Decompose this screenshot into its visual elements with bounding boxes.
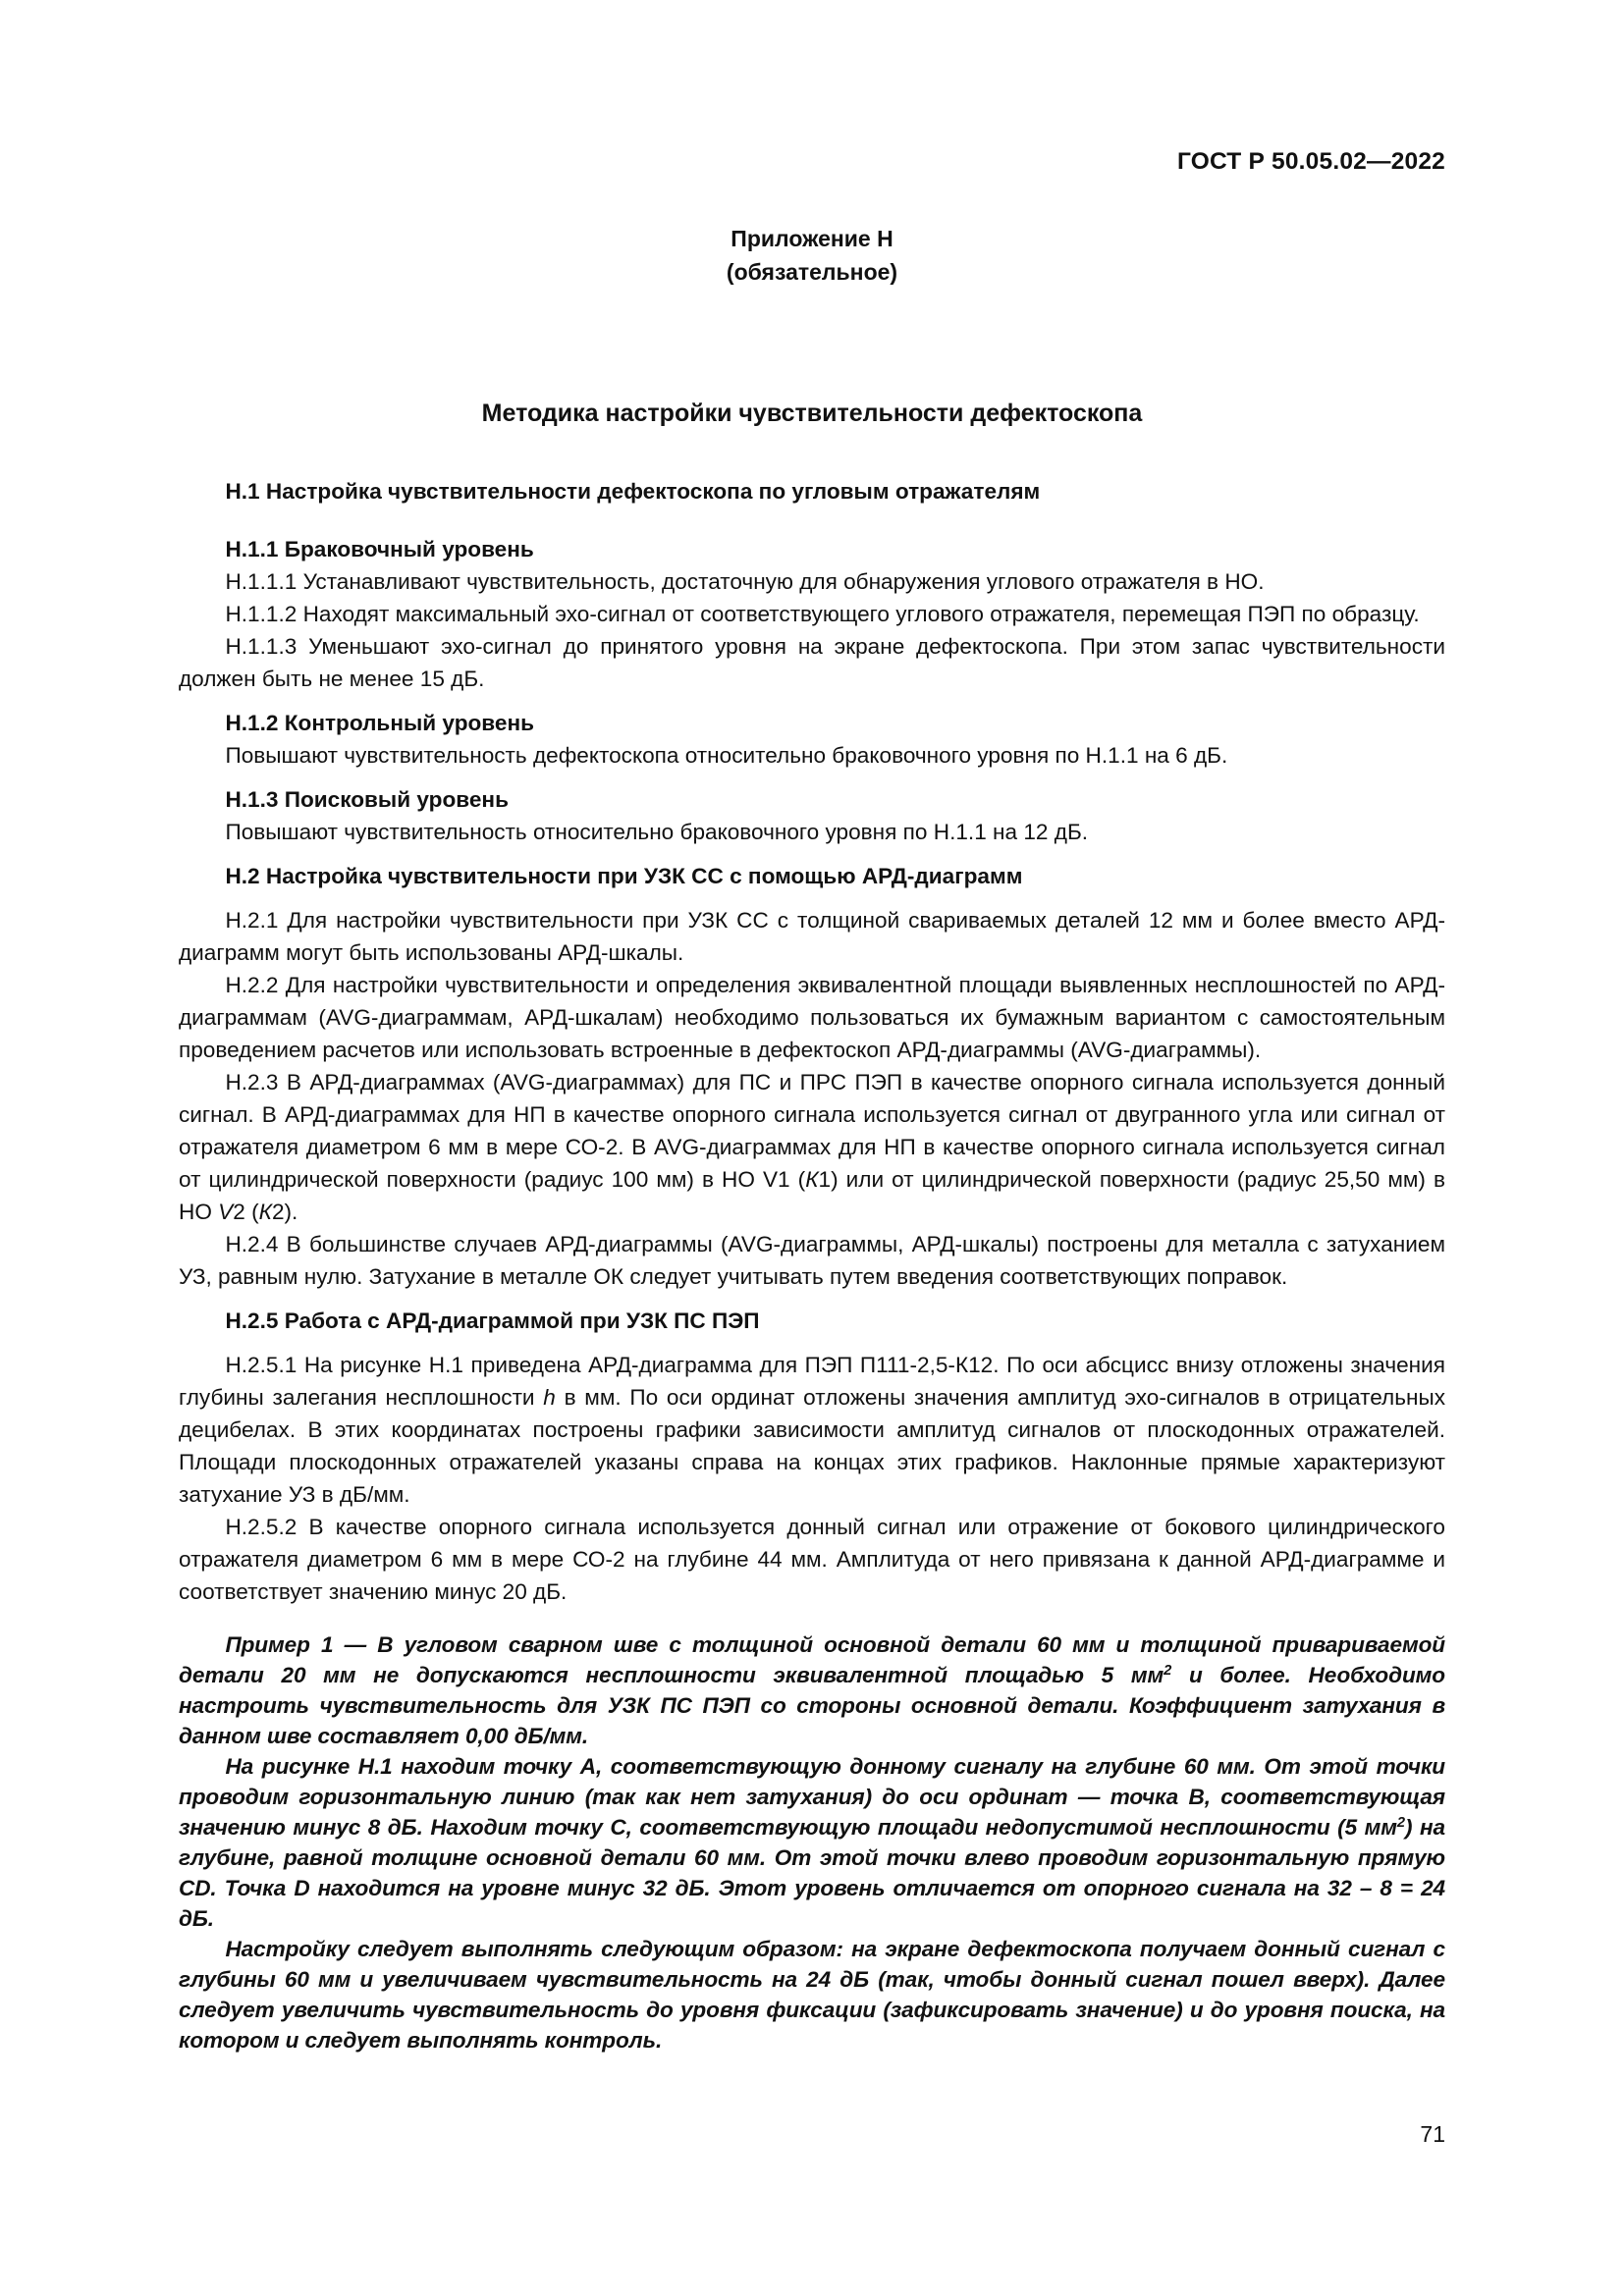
paragraph-h23: Н.2.3 В АРД-диаграммах (AVG-диаграммах) для ПС и ПРС ПЭП в качестве опорного сигнала используется донный сигнал. В АРД-диаграммах для НП в качестве опорного сигнала используется сигнал от двугранного угла или сигнал от отражателя диаметром 6 мм в мере СО-2. В AVG-диаграммах для НП в качестве опорного сигнала используется сигнал от цилиндрической поверхности (радиус 100 мм) в НО V1 (К1) или от цилиндрической поверхности (радиус 25,50 мм) в НО V2 (К2). (179, 1070, 1445, 1224)
example-paragraph-2: На рисунке Н.1 находим точку А, соответствующую донному сигналу на глубине 60 мм. От этой точки проводим горизонтальную линию (так как нет затухания) до оси ординат — точка В, соответствующая значению минус 8 дБ. Находим точку С, соответствующую площади недопустимой несплошности (5 $мм^2$) на глубине, равной толщине основной детали 60 мм. От этой точки влево проводим горизонтальную прямую CD. Точка D находится на уровне минус 32 дБ. Этот уровень отличается от опорного сигнала на 32 – 8 = 24 дБ. (179, 1754, 1445, 1931)
document-body (179, 475, 1445, 2056)
paragraph-h111: Н.1.1.1 Устанавливают чувствительность, достаточную для обнаружения углового отражателя в НО. (225, 569, 1265, 594)
paragraph-h112: Н.1.1.2 Находят максимальный эхо-сигнал от соответствующего углового отражателя, перемещая ПЭП по образцу. (225, 602, 1420, 626)
paragraph-h21: Н.2.1 Для настройки чувствительности при УЗК СС с толщиной свариваемых деталей 12 мм и более вместо АРД-диаграмм могут быть использованы АРД-шкалы. (179, 908, 1445, 965)
example-paragraph-3: Настройку следует выполнять следующим образом: на экране дефектоскопа получаем донный сигнал с глубины 60 мм и увеличиваем чувствительность на 24 дБ (так, чтобы донный сигнал пошел вверх). Далее следует увеличить чувствительность до уровня фиксации (зафиксировать значение) и до уровня поиска, на котором и следует выполнять контроль. (179, 1937, 1445, 2053)
appendix-status: (обязательное) (726, 259, 898, 285)
paragraph-h22: Н.2.2 Для настройки чувствительности и определения эквивалентной площади выявленных несплошностей по АРД-диаграммам (AVG-диаграммам, АРД-шкалам) необходимо пользоваться их бумажным вариантом с самостоятельным проведением расчетов или использовать встроенные в дефектоскоп АРД-диаграммы (AVG-диаграммы). (179, 973, 1445, 1062)
appendix-title: Методика настройки чувствительности дефектоскопа (481, 400, 1143, 427)
paragraph-h24: Н.2.4 В большинстве случаев АРД-диаграммы (AVG-диаграммы, АРД-шкалы) построены для металла с затуханием УЗ, равным нулю. Затухание в металле ОК следует учитывать путем введения соответствующих поправок. (179, 1232, 1445, 1289)
paragraph-h13: Повышают чувствительность относительно браковочного уровня по Н.1.1 на 12 дБ. (225, 820, 1089, 844)
page-number: 71 (1420, 2121, 1445, 2147)
subsection-heading-h13: Н.1.3 Поисковый уровень (225, 787, 509, 812)
paragraph-h113: Н.1.1.3 Уменьшают эхо-сигнал до принятого уровня на экране дефектоскопа. При этом запас чувствительности должен быть не менее 15 дБ. (179, 634, 1445, 691)
section-heading-h2: Н.2 Настройка чувствительности при УЗК СС с помощью АРД-диаграмм (225, 864, 1023, 888)
subsection-heading-h25: Н.2.5 Работа с АРД-диаграммой при УЗК ПС ПЭП (225, 1308, 760, 1333)
paragraph-h252: Н.2.5.2 В качестве опорного сигнала используется донный сигнал или отражение от бокового цилиндрического отражателя диаметром 6 мм в мере СО-2 на глубине 44 мм. Амплитуда от него привязана к данной АРД-диаграмме и соответствует значению минус 20 дБ. (179, 1515, 1445, 1604)
example-paragraph-1: Пример 1 — В угловом сварном шве с толщиной основной детали 60 мм и толщиной привариваемой детали 20 мм не допускаются несплошности эквивалентной площадью 5 $мм^2$ и более. Необходимо настроить чувствительность для УЗК ПС ПЭП со стороны основной детали. Коэффициент затухания в данном шве составляет 0,00 дБ/мм. (179, 1632, 1445, 1748)
appendix-heading (179, 222, 1445, 289)
paragraph-h12: Повышают чувствительность дефектоскопа относительно браковочного уровня по Н.1.1 на 6 дБ. (225, 743, 1228, 768)
section-heading-h1: Н.1 Настройка чувствительности дефектоскопа по угловым отражателям (225, 479, 1041, 504)
subsection-heading-h11: Н.1.1 Браковочный уровень (225, 537, 534, 561)
paragraph-h251: Н.2.5.1 На рисунке Н.1 приведена АРД-диаграмма для ПЭП П111-2,5-К12. По оси абсцисс внизу отложены значения глубины залегания несплошности h в мм. По оси ординат отложены значения амплитуд эхо-сигналов в отрицательных децибелах. В этих координатах построены графики зависимости амплитуд сигналов от плоскодонных отражателей. Площади плоскодонных отражателей указаны справа на концах этих графиков. Наклонные прямые характеризуют затухание УЗ в дБ/мм. (179, 1353, 1445, 1507)
document-code: ГОСТ Р 50.05.02—2022 (1177, 148, 1445, 175)
appendix-label: Приложение Н (731, 226, 893, 251)
subsection-heading-h12: Н.1.2 Контрольный уровень (225, 711, 534, 735)
